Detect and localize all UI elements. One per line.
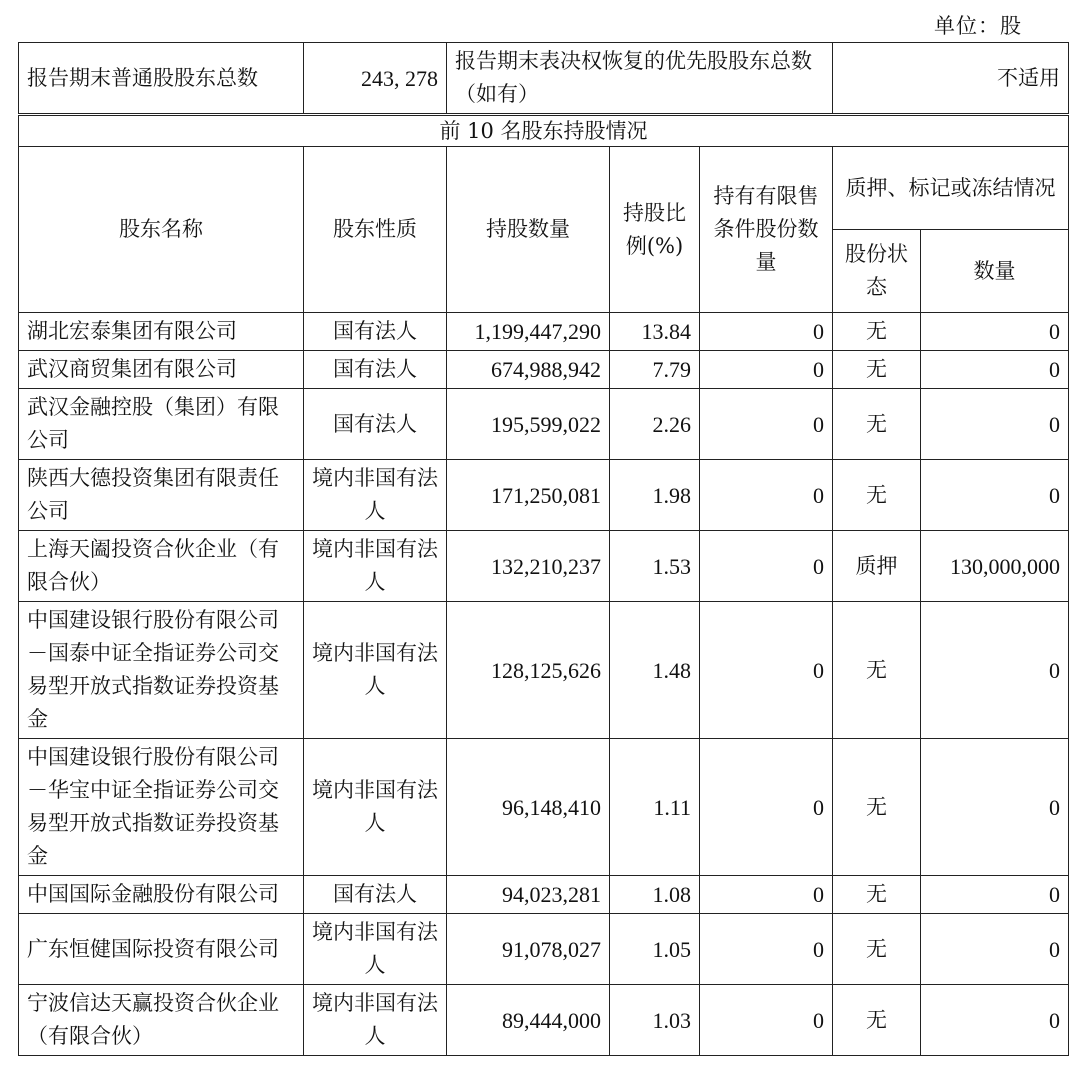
restricted-shares: 0 xyxy=(700,389,833,460)
share-status: 无 xyxy=(833,351,921,389)
unit-label: 单位：股 xyxy=(934,14,1022,38)
share-status: 无 xyxy=(833,313,921,351)
share-status: 无 xyxy=(833,876,921,914)
header-pledge-group: 质押、标记或冻结情况 xyxy=(833,147,1069,230)
header-ratio: 持股比例(%) xyxy=(610,147,700,313)
shareholder-name: 中国建设银行股份有限公司－国泰中证全指证券公司交易型开放式指数证券投资基金 xyxy=(19,602,304,739)
pledge-quantity: 0 xyxy=(921,313,1069,351)
section-banner xyxy=(19,115,1069,147)
shareholder-nature: 国有法人 xyxy=(304,389,447,460)
share-status: 无 xyxy=(833,389,921,460)
shares-held: 91,078,027 xyxy=(447,914,610,985)
restricted-shares: 0 xyxy=(700,602,833,739)
common-holders-value: 243, 278 xyxy=(304,43,447,115)
shares-held: 132,210,237 xyxy=(447,531,610,602)
shareholder-nature: 国有法人 xyxy=(304,313,447,351)
restricted-shares: 0 xyxy=(700,351,833,389)
shares-held: 128,125,626 xyxy=(447,602,610,739)
section-title: 前 10 名股东持股情况 xyxy=(19,115,1069,147)
header-name: 股东名称 xyxy=(19,147,304,313)
shares-held: 171,250,081 xyxy=(447,460,610,531)
holding-ratio: 2.26 xyxy=(610,389,700,460)
shareholder-nature: 境内非国有法人 xyxy=(304,914,447,985)
pledge-quantity: 0 xyxy=(921,460,1069,531)
common-holders-label: 报告期末普通股股东总数 xyxy=(19,43,304,115)
holding-ratio: 1.53 xyxy=(610,531,700,602)
share-status: 无 xyxy=(833,602,921,739)
shares-held: 674,988,942 xyxy=(447,351,610,389)
table-row xyxy=(19,351,1069,389)
holding-ratio: 1.48 xyxy=(610,602,700,739)
shareholder-table xyxy=(18,42,1069,1056)
shareholder-nature: 国有法人 xyxy=(304,876,447,914)
holding-ratio: 1.11 xyxy=(610,739,700,876)
restricted-shares: 0 xyxy=(700,531,833,602)
share-status: 无 xyxy=(833,914,921,985)
holding-ratio: 1.08 xyxy=(610,876,700,914)
shareholder-nature: 境内非国有法人 xyxy=(304,602,447,739)
shareholder-name: 宁波信达天赢投资合伙企业（有限合伙） xyxy=(19,985,304,1056)
restricted-shares: 0 xyxy=(700,985,833,1056)
share-status: 无 xyxy=(833,985,921,1056)
header-row xyxy=(19,147,1069,230)
holding-ratio: 1.03 xyxy=(610,985,700,1056)
table-row xyxy=(19,531,1069,602)
shareholder-nature: 境内非国有法人 xyxy=(304,531,447,602)
preferred-holders-label: 报告期末表决权恢复的优先股股东总数（如有） xyxy=(447,43,833,115)
holding-ratio: 7.79 xyxy=(610,351,700,389)
share-status: 无 xyxy=(833,739,921,876)
restricted-shares: 0 xyxy=(700,876,833,914)
shareholder-nature: 境内非国有法人 xyxy=(304,460,447,531)
shareholder-name: 中国国际金融股份有限公司 xyxy=(19,876,304,914)
restricted-shares: 0 xyxy=(700,460,833,531)
shareholder-name: 中国建设银行股份有限公司－华宝中证全指证券公司交易型开放式指数证券投资基金 xyxy=(19,739,304,876)
table-row xyxy=(19,389,1069,460)
shares-held: 89,444,000 xyxy=(447,985,610,1056)
shareholder-name: 湖北宏泰集团有限公司 xyxy=(19,313,304,351)
header-shares: 持股数量 xyxy=(447,147,610,313)
shareholder-nature: 境内非国有法人 xyxy=(304,739,447,876)
shareholder-name: 陕西大德投资集团有限责任公司 xyxy=(19,460,304,531)
restricted-shares: 0 xyxy=(700,739,833,876)
share-status: 无 xyxy=(833,460,921,531)
restricted-shares: 0 xyxy=(700,914,833,985)
shareholder-name: 武汉金融控股（集团）有限公司 xyxy=(19,389,304,460)
pledge-quantity: 130,000,000 xyxy=(921,531,1069,602)
table-row xyxy=(19,602,1069,739)
table-row xyxy=(19,739,1069,876)
shareholder-name: 上海天阖投资合伙企业（有限合伙） xyxy=(19,531,304,602)
table-row xyxy=(19,876,1069,914)
holding-ratio: 1.05 xyxy=(610,914,700,985)
pledge-quantity: 0 xyxy=(921,876,1069,914)
shareholder-name: 广东恒健国际投资有限公司 xyxy=(19,914,304,985)
shares-held: 1,199,447,290 xyxy=(447,313,610,351)
share-status: 质押 xyxy=(833,531,921,602)
shareholder-name: 武汉商贸集团有限公司 xyxy=(19,351,304,389)
shares-held: 96,148,410 xyxy=(447,739,610,876)
pledge-quantity: 0 xyxy=(921,351,1069,389)
header-nature: 股东性质 xyxy=(304,147,447,313)
header-restricted: 持有有限售条件股份数量 xyxy=(700,147,833,313)
restricted-shares: 0 xyxy=(700,313,833,351)
shares-held: 195,599,022 xyxy=(447,389,610,460)
table-row xyxy=(19,914,1069,985)
shareholder-nature: 国有法人 xyxy=(304,351,447,389)
pledge-quantity: 0 xyxy=(921,985,1069,1056)
pledge-quantity: 0 xyxy=(921,914,1069,985)
pledge-quantity: 0 xyxy=(921,602,1069,739)
header-status: 股份状态 xyxy=(833,230,921,313)
table-row xyxy=(19,313,1069,351)
holding-ratio: 13.84 xyxy=(610,313,700,351)
header-quantity: 数量 xyxy=(921,230,1069,313)
table-row xyxy=(19,460,1069,531)
shareholder-nature: 境内非国有法人 xyxy=(304,985,447,1056)
pledge-quantity: 0 xyxy=(921,389,1069,460)
pledge-quantity: 0 xyxy=(921,739,1069,876)
summary-row xyxy=(19,43,1069,115)
preferred-holders-value: 不适用 xyxy=(833,43,1069,115)
table-row xyxy=(19,985,1069,1056)
holding-ratio: 1.98 xyxy=(610,460,700,531)
shares-held: 94,023,281 xyxy=(447,876,610,914)
